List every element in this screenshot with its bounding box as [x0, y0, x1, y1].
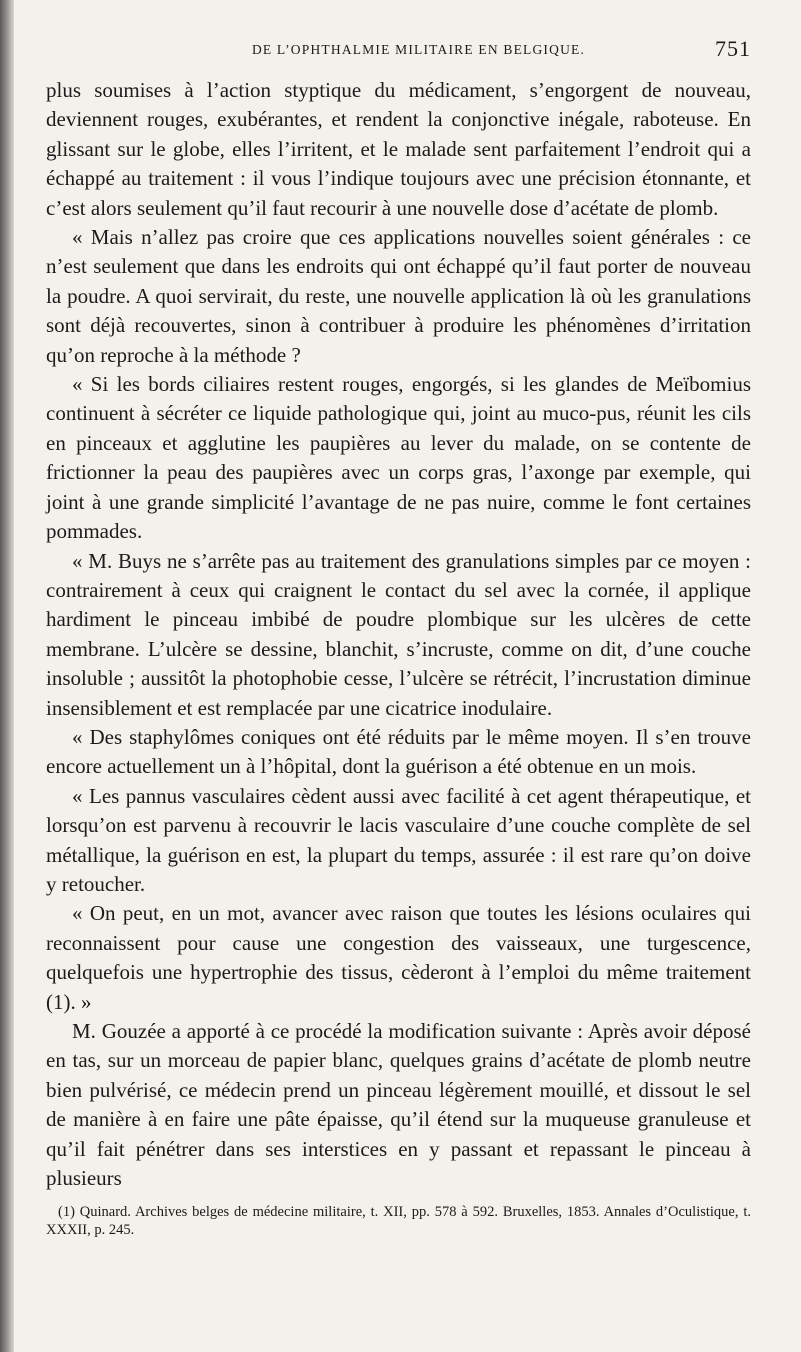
paragraph: « Mais n’allez pas croire que ces applications nouvelles soient générales : ce n’est seulement que dans les endroits qui ont échappé qu’il faut porter de nouveau la poudre. A quoi servirait, du reste, une nouvelle application là où les granulations sont déjà recouvertes, sinon à contribuer à produire les phénomènes d’irritation qu’on reproche à la méthode ?: [46, 225, 751, 367]
footnote: [46, 1203, 751, 1239]
page-binding-edge: [0, 0, 14, 1352]
book-page: [46, 36, 751, 1239]
paragraph: « Des staphylômes coniques ont été réduits par le même moyen. Il s’en trouve encore actuellement un à l’hôpital, dont la guérison a été obtenue en un mois.: [46, 724, 751, 779]
paragraph: « On peut, en un mot, avancer avec raison que toutes les lésions oculaires qui reconnaissent pour cause une congestion des vaisseaux, une turgescence, quelquefois une hypertrophie des tissus, cèderont à l’emploi du même traitement (1). »: [46, 901, 751, 1014]
paragraph: « Les pannus vasculaires cèdent aussi avec facilité à cet agent thérapeutique, et lorsqu’on est parvenu à recouvrir le lacis vasculaire d’une couche complète de sel métallique, la guérison en est, la plupart du temps, assurée : il est rare qu’on doive y retoucher.: [46, 783, 751, 896]
paragraph: « Si les bords ciliaires restent rouges, engorgés, si les glandes de Meïbomius continuent à sécréter ce liquide pathologique qui, joint au muco-pus, réunit les cils en pinceaux et agglutine les paupières au lever du malade, on se contente de frictionner la peau des paupières avec un corps gras, l’axonge par exemple, qui joint à une grande simplicité l’avantage de ne pas nuire, comme le font certaines pommades.: [46, 372, 751, 544]
paragraph: « M. Buys ne s’arrête pas au traitement des granulations simples par ce moyen : contrairement à ceux qui craignent le contact du sel avec la cornée, il applique hardiment le pinceau imbibé de poudre plombique sur les ulcères de cette membrane. L’ulcère se dessine, blanchit, s’incruste, comme on dit, d’une couche insoluble ; aussitôt la photophobie cesse, l’ulcère se rétrécit, l’incrustation diminue insensiblement et est remplacée par une cicatrice inodulaire.: [46, 548, 751, 720]
paragraph: plus soumises à l’action styptique du médicament, s’engorgent de nouveau, deviennent rouges, exubérantes, et rendent la conjonctive inégale, raboteuse. En glissant sur le globe, elles l’irritent, et le malade sent parfaitement l’endroit qui a échappé au traitement : il vous l’indique toujours avec une précision étonnante, et c’est alors seulement qu’il faut recourir à une nouvelle dose d’acétate de plomb.: [46, 78, 751, 220]
page-header: [46, 36, 751, 76]
footnote-text: (1) Quinard. Archives belges de médecine militaire, t. XII, pp. 578 à 592. Bruxelles, 1853. Annales d’Oculistique, t. XXXII, p. 245.: [46, 1204, 751, 1239]
page-number: 751: [715, 36, 751, 61]
body-text: [46, 76, 751, 1193]
paragraph: M. Gouzée a apporté à ce procédé la modification suivante : Après avoir déposé en tas, sur un morceau de papier blanc, quelques grains d’acétate de plomb neutre bien pulvérisé, ce médecin prend un pinceau légèrement mouillé, et dissout le sel de manière à en faire une pâte épaisse, qu’il étend sur la muqueuse granuleuse et qu’il fait pénétrer dans ses interstices en y passant et repassant le pinceau à plusieurs: [46, 1019, 751, 1191]
running-title: DE L’OPHTHALMIE MILITAIRE EN BELGIQUE.: [251, 42, 586, 57]
